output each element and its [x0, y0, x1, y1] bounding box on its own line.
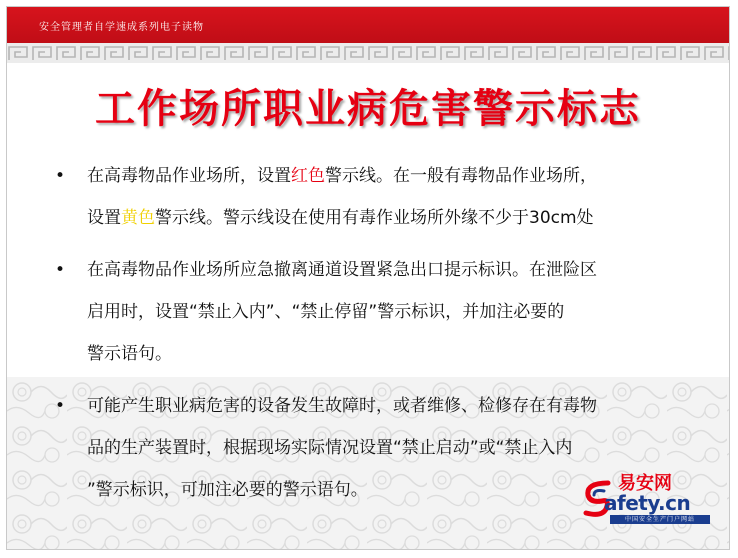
header-bar — [7, 7, 729, 43]
bullet-line: 品的生产装置时，根据现场实际情况设置“禁止启动”或“禁止入内 — [87, 438, 573, 458]
bullet-line: ”警示标识，可加注必要的警示语句。 — [87, 480, 368, 500]
bullet-line — [87, 197, 705, 239]
bullet-line — [87, 155, 705, 197]
text-segment: 警示线。警示线设在使用有毒作业场所外缘不少于30cm处 — [155, 208, 594, 228]
logo-tagline: 中国安全生产门户网站 — [610, 515, 710, 524]
fret-border-band — [7, 43, 729, 63]
slide-title: 工作场所职业病危害警示标志 — [95, 86, 641, 132]
bullet-line: 在高毒物品作业场所应急撤离通道设置紧急出口提示标识。在泄险区 — [87, 260, 597, 280]
bullet-marker: • — [55, 166, 66, 186]
slide — [6, 6, 730, 550]
series-title: 安全管理者自学速成系列电子读物 — [39, 22, 204, 33]
bullet-marker: • — [55, 396, 66, 416]
text-segment: 在高毒物品作业场所，设置 — [87, 166, 291, 186]
highlight-yellow-text: 黄色 — [121, 208, 155, 228]
logo-domain: afety.cn — [604, 491, 691, 515]
highlight-red-text: 红色 — [291, 166, 325, 186]
bullet-line: 警示语句。 — [87, 344, 172, 364]
text-segment: 设置 — [87, 208, 121, 228]
bullet-marker: • — [55, 260, 66, 280]
text-segment: 警示线。在一般有毒物品作业场所， — [325, 166, 597, 186]
bullet-line: 可能产生职业病危害的设备发生故障时，或者维修、检修存在有毒物 — [87, 396, 597, 416]
logo-name-cn: 易安网 — [618, 473, 672, 494]
bullet-line: 启用时，设置“禁止入内”、“禁止停留”警示标识，并加注必要的 — [87, 302, 565, 322]
site-logo — [582, 471, 712, 527]
fret-pattern-graphic — [7, 43, 730, 63]
